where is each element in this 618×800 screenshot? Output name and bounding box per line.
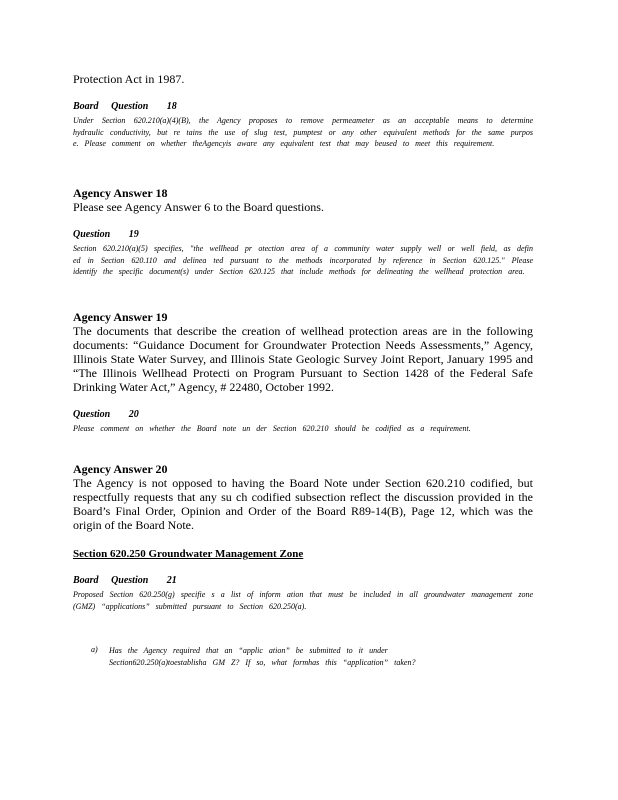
question-number: 20 <box>128 409 139 420</box>
question-20-text: Please comment on whether the Board note un der Section 620.210 should be codified as a requirement. <box>73 424 471 433</box>
answer-18-heading: Agency Answer 18 <box>73 186 168 200</box>
question-label: Question <box>111 101 149 112</box>
question-19-heading <box>73 229 533 241</box>
question-19-text: Section 620.210(a)(5) specifies, "the wellhead pr otection area of a community water supply well or well field, as defin ed in Section 620.110 and delinea ted pursuant to the methods incorporated by reference in Section 620.125." Please identify the specific document(s) under Section 620.125 that include methods for delineating the wellhead protection area. <box>73 244 533 276</box>
answer-19-heading: Agency Answer 19 <box>73 310 168 324</box>
board-label: Board <box>73 101 99 112</box>
intro-line: Protection Act in 1987. <box>73 72 185 86</box>
answer-19-text: The documents that describe the creation of wellhead protection areas are in the following documents: “Guidance Document for Groundwater Protection Needs Assessments,” Agency, Illinois State Water Survey, and Illinois State Geologic Survey Joint Report, January 1995 and “The Illinois Wellhead Protecti on Program Pursuant to Section 1428 of the Federal Safe Drinking Water Act,” Agency, # 22480, October 1992. <box>73 324 533 394</box>
question-18-text: Under Section 620.210(a)(4)(B), the Agency proposes to remove permeameter as an acceptable means to determine hydraulic conductivity, but re tains the use of slug test, pumptest or any other equivalent methods for the same purpos e. Please comment on whether theAgencyis aware any equivalent test that may beused to meet this requirement. <box>73 116 533 148</box>
answer-18-text: Please see Agency Answer 6 to the Board questions. <box>73 200 324 214</box>
question-20-heading <box>73 409 533 421</box>
answer-20-text: The Agency is not opposed to having the Board Note under Section 620.210 codified, but respectfully requests that any su ch codified subsection reflect the discussion provided in the Board’s Final Order, Opinion and Order of the Board R89-14(B), Page 12, which was the origin of the Board Note. <box>73 476 533 532</box>
question-label: Question <box>111 575 149 586</box>
subitem-label: a) <box>91 645 98 654</box>
question-21-text: Proposed Section 620.250(g) specifie s a list of inform ation that must be included in all groundwater management zone (GMZ) “applications” submitted pursuant to Section 620.250(a). <box>73 590 533 611</box>
board-label: Board <box>73 575 99 586</box>
question-number: 19 <box>128 229 139 240</box>
subitem-text: Has the Agency required that an “applic ation” be submitted to it under Section620.250(a)toestablisha GM Z? If so, what formhas this “application” taken? <box>109 646 416 667</box>
question-18-heading <box>73 101 533 113</box>
question-number: 18 <box>166 101 177 112</box>
question-number: 21 <box>166 575 177 586</box>
question-21-heading <box>73 575 533 587</box>
question-label: Question <box>73 229 111 240</box>
section-heading: Section 620.250 Groundwater Management Zone <box>73 548 304 560</box>
answer-20-heading: Agency Answer 20 <box>73 462 168 476</box>
question-label: Question <box>73 409 111 420</box>
